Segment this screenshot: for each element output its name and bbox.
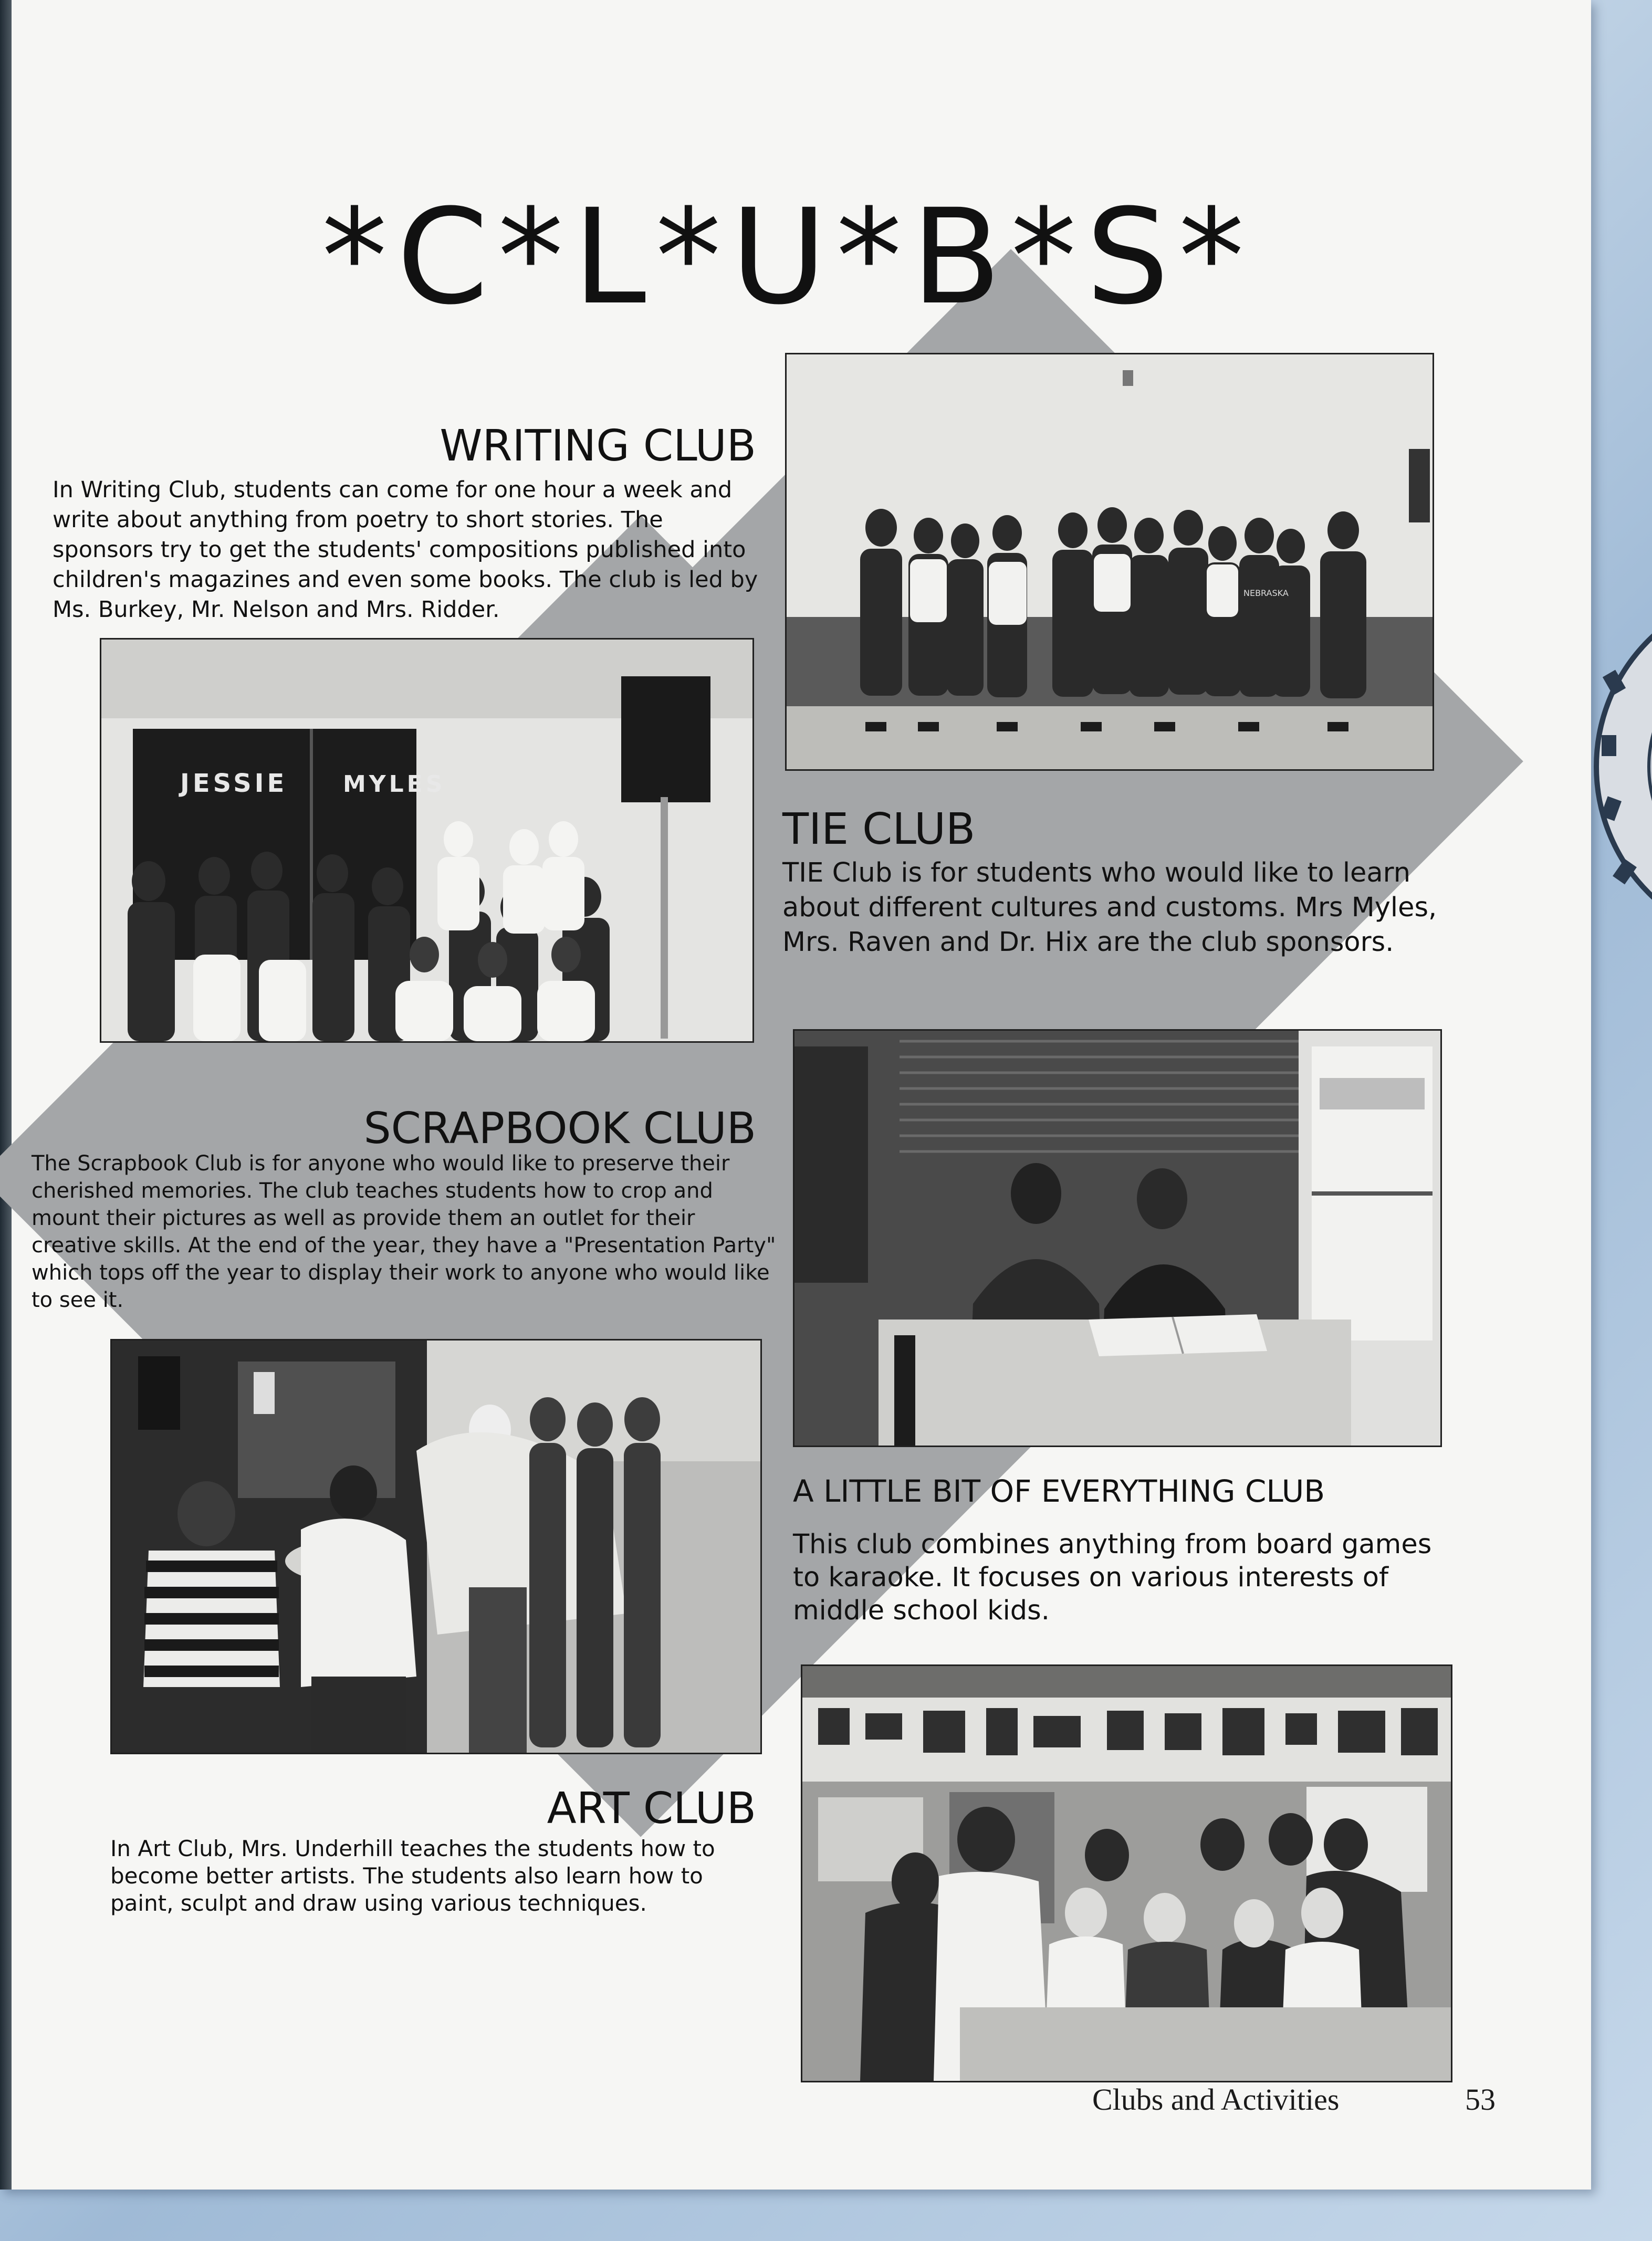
- scrapbook-club-photo: [793, 1029, 1442, 1447]
- tie-club-heading: TIE CLUB: [782, 804, 976, 854]
- art-club-photo: [801, 1664, 1452, 2082]
- tie-banner-left: JESSIE: [180, 769, 288, 798]
- writing-photo-shirt-text: NEBRASKA: [1243, 588, 1289, 598]
- writing-club-text: In Writing Club, students can come for one hour a week and write about anything from poetry to short stories. The sponsors try to get the students' compositions published into children's magazines and even some books. The club is led by Ms. Burkey, Mr. Nelson and Mrs. Ridder.: [53, 477, 758, 623]
- writing-club-photo: [785, 353, 1434, 771]
- tie-club-text: TIE Club is for students who would like to learn about different cultures and customs. Mrs Myles, Mrs. Raven and Dr. Hix are the club sponsors.: [782, 857, 1437, 958]
- tie-banner-right: MYLES: [343, 771, 446, 798]
- everything-club-heading: A LITTLE BIT OF EVERYTHING CLUB: [793, 1473, 1325, 1509]
- page-title: *C*L*U*B*S*: [321, 181, 1254, 333]
- writing-club-heading: WRITING CLUB: [440, 421, 756, 471]
- scrapbook-club-heading: SCRAPBOOK CLUB: [363, 1104, 756, 1154]
- scrapbook-club-text: The Scrapbook Club is for anyone who would like to preserve their cherished memories. The club teaches students how to crop and mount their pictures as well as provide them an outlet for their creative skills. At the end of the year, they have a "Presentation Party" which tops off the year to display their work to anyone who would like to see it.: [32, 1151, 776, 1312]
- footer-page-number: 53: [1465, 2082, 1496, 2117]
- everything-club-photo: [110, 1339, 762, 1754]
- cover-emblem-icon: [1586, 567, 1652, 966]
- everything-club-text: This club combines anything from board games to karaoke. It focuses on various interests of middle school kids.: [793, 1529, 1432, 1626]
- binding-edge: [0, 0, 12, 2190]
- art-club-text: In Art Club, Mrs. Underhill teaches the students how to become better artists. The students also learn how to paint, sculpt and draw using various techniques.: [110, 1836, 715, 1916]
- art-club-heading: ART CLUB: [547, 1784, 756, 1834]
- footer-section-label: Clubs and Activities: [1092, 2082, 1340, 2117]
- tie-club-photo: [100, 638, 754, 1043]
